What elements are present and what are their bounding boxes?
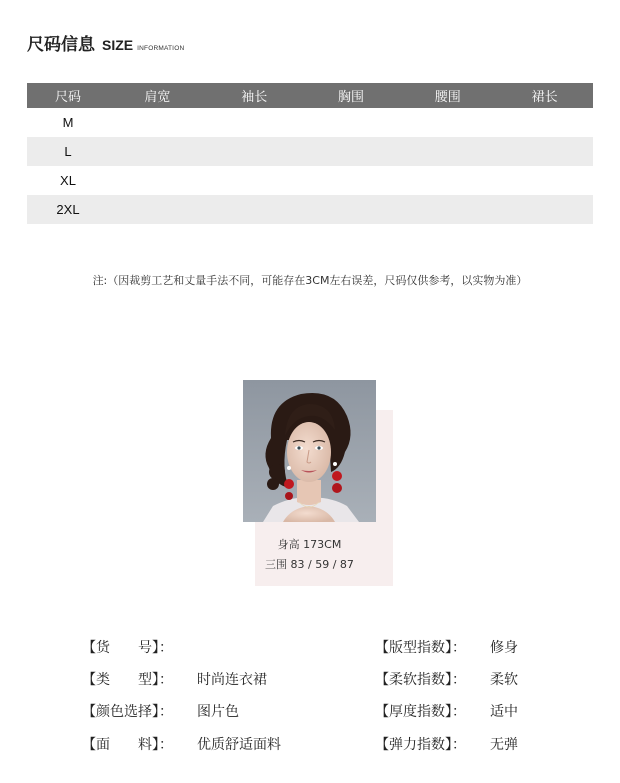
size-table	[27, 83, 593, 224]
table-row	[27, 108, 593, 137]
attr-value-fabric: 优质舒适面料	[197, 737, 281, 753]
header-sleeve: 袖长	[206, 83, 303, 108]
attr-value-thickness: 适中	[490, 704, 518, 720]
table-cell	[496, 137, 593, 166]
table-cell	[206, 137, 303, 166]
attr-value-color: 图片色	[197, 704, 239, 720]
table-row	[27, 166, 593, 195]
attr-label-softness: 【柔软指数】：	[375, 672, 466, 688]
attr-value-type: 时尚连衣裙	[197, 672, 267, 688]
model-photo	[243, 380, 376, 522]
table-cell	[303, 195, 400, 224]
table-cell: M	[62, 115, 74, 130]
model-height: 身高 173CM	[277, 538, 342, 551]
attr-value-fit: 修身	[490, 640, 518, 656]
title-english: SIZE	[102, 37, 134, 53]
table-cell	[206, 166, 303, 195]
table-cell	[399, 195, 496, 224]
table-cell	[109, 137, 206, 166]
size-table-header-row	[27, 83, 593, 108]
header-size: 尺码	[27, 83, 109, 108]
table-cell	[399, 108, 496, 137]
table-cell	[399, 137, 496, 166]
attr-label-item-no: 【货 号】：	[82, 640, 173, 656]
table-cell: XL	[60, 173, 76, 188]
table-row	[27, 137, 593, 166]
table-cell: L	[27, 137, 109, 166]
table-cell	[303, 137, 400, 166]
title-english-small: INFORMATION	[137, 45, 185, 52]
header-shoulder: 肩宽	[109, 83, 206, 108]
model-measurements: 三围 83 / 59 / 87	[265, 558, 354, 571]
header-bust: 胸围	[303, 83, 400, 108]
attr-value-elasticity: 无弹	[490, 737, 518, 753]
header-waist: 腰围	[399, 83, 496, 108]
attr-label-type: 【类 型】：	[82, 672, 173, 688]
section-title	[27, 30, 184, 55]
attr-value-softness: 柔软	[490, 672, 518, 688]
table-cell	[496, 166, 593, 195]
table-cell	[109, 195, 206, 224]
table-cell: 2XL	[27, 195, 109, 224]
table-cell	[206, 108, 303, 137]
title-chinese: 尺码信息	[27, 35, 95, 55]
table-row	[27, 195, 593, 224]
table-cell	[399, 166, 496, 195]
table-cell	[496, 108, 593, 137]
header-length: 裙长	[496, 83, 593, 108]
model-portrait-illustration	[243, 380, 376, 522]
table-cell	[303, 166, 400, 195]
attr-label-elasticity: 【弹力指数】：	[375, 737, 466, 753]
table-cell	[303, 108, 400, 137]
attr-label-fit: 【版型指数】：	[375, 640, 466, 656]
measurement-note: 注:（因裁剪工艺和丈量手法不同，可能存在3CM左右误差，尺码仅供参考，以实物为准）	[92, 274, 528, 287]
table-cell	[109, 108, 206, 137]
table-cell	[206, 195, 303, 224]
attr-label-thickness: 【厚度指数】：	[375, 704, 466, 720]
attr-label-color: 【颜色选择】：	[82, 704, 173, 720]
table-cell	[109, 166, 206, 195]
table-cell	[496, 195, 593, 224]
attr-label-fabric: 【面 料】：	[82, 737, 173, 753]
